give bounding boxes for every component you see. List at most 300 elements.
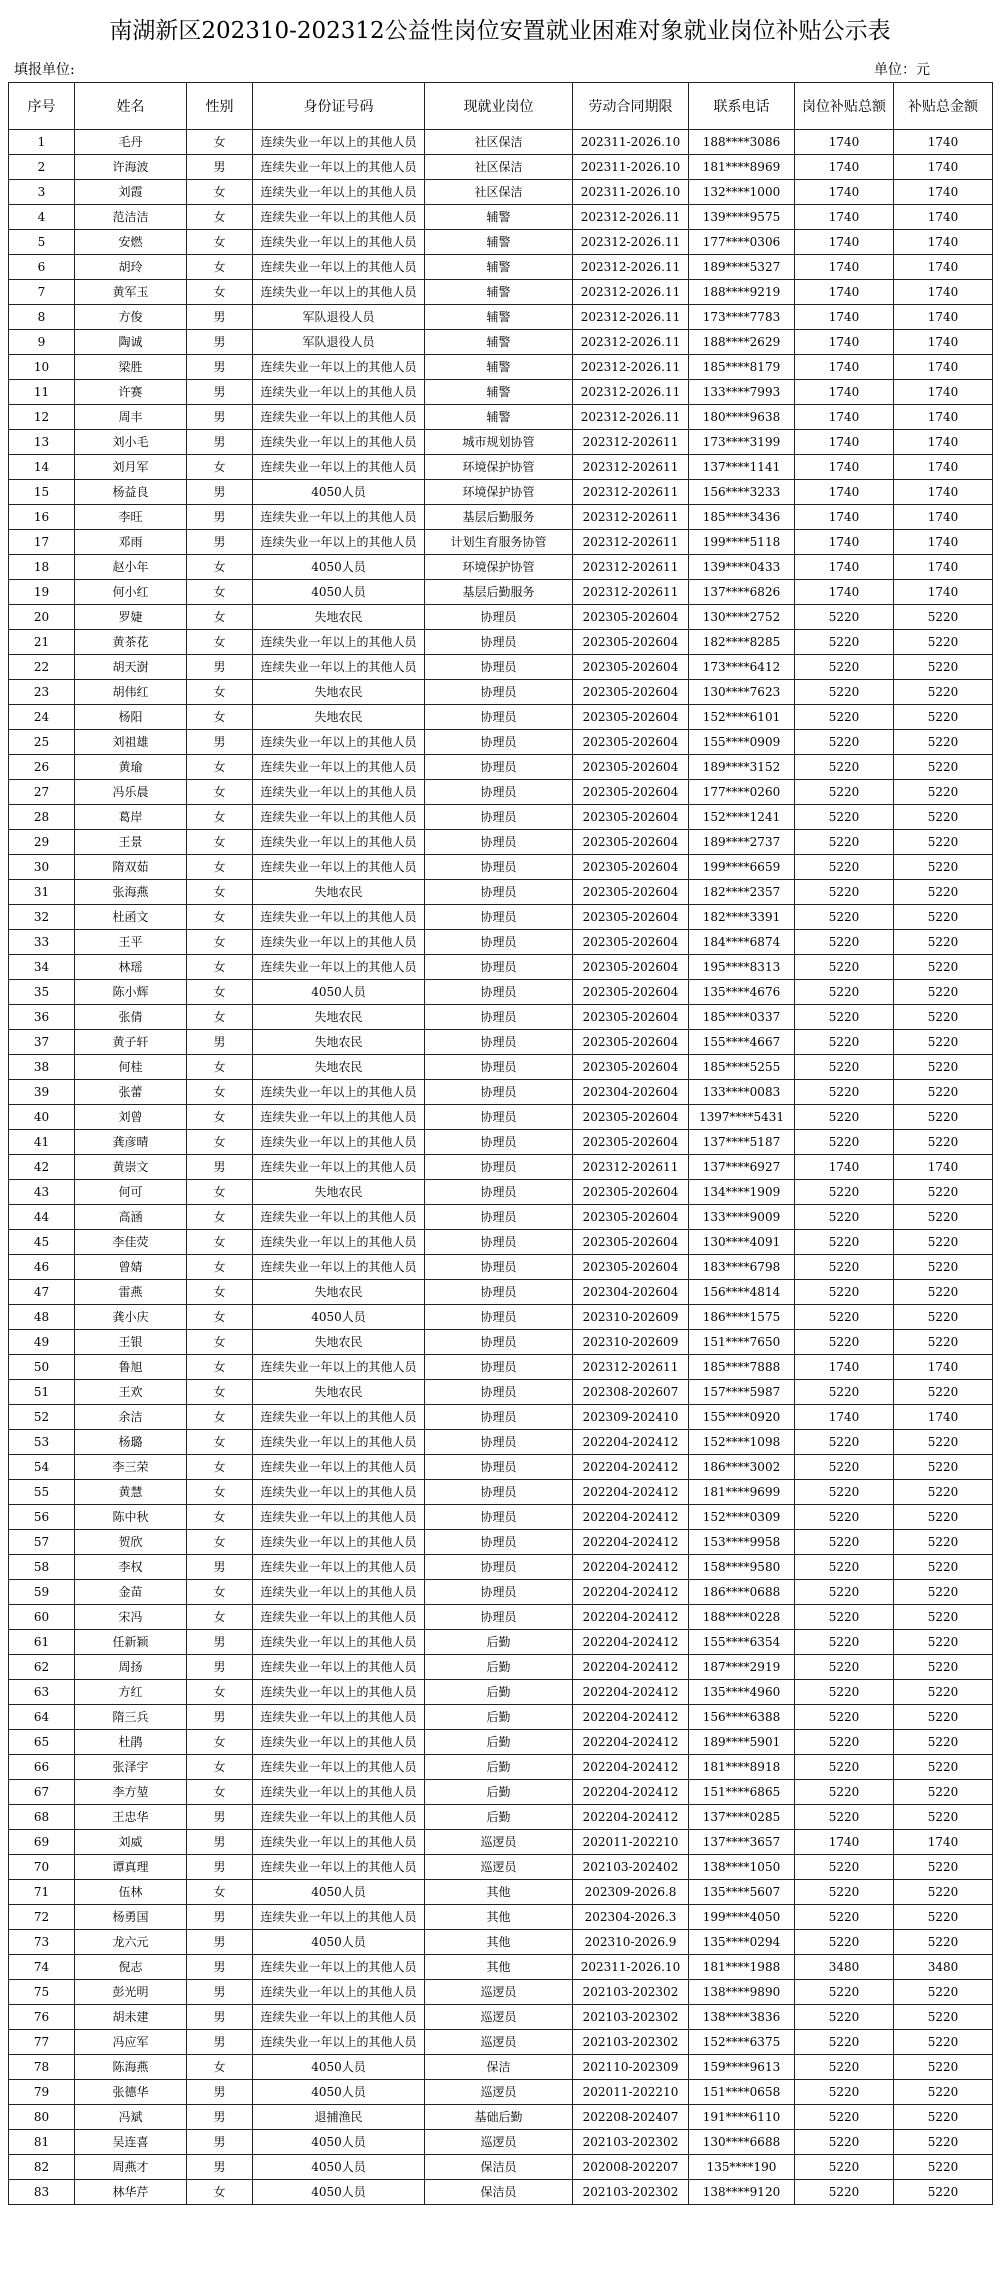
id-category-cell: 失地农民	[253, 1055, 425, 1080]
id-category-cell: 4050人员	[253, 2130, 425, 2155]
gender-cell: 女	[187, 1280, 253, 1305]
phone-cell: 199****4050	[689, 1905, 795, 1930]
id-category-cell: 连续失业一年以上的其他人员	[253, 1530, 425, 1555]
name-cell: 隋双茹	[75, 855, 187, 880]
row-number-cell: 78	[9, 2055, 75, 2080]
phone-cell: 156****3233	[689, 480, 795, 505]
row-number-cell: 36	[9, 1005, 75, 1030]
name-cell: 王欢	[75, 1380, 187, 1405]
row-number-cell: 82	[9, 2155, 75, 2180]
row-number-cell: 11	[9, 380, 75, 405]
id-category-cell: 4050人员	[253, 555, 425, 580]
row-number-cell: 75	[9, 1980, 75, 2005]
name-cell: 范洁洁	[75, 205, 187, 230]
gender-cell: 女	[187, 1105, 253, 1130]
position-subsidy-cell: 5220	[795, 2105, 894, 2130]
current-position-cell: 协理员	[425, 1430, 573, 1455]
row-number-cell: 66	[9, 1755, 75, 1780]
current-position-cell: 巡逻员	[425, 1980, 573, 2005]
contract-period-cell: 202204-202412	[573, 1780, 689, 1805]
phone-cell: 195****8313	[689, 955, 795, 980]
name-cell: 胡伟红	[75, 680, 187, 705]
position-subsidy-cell: 5220	[795, 730, 894, 755]
current-position-cell: 辅警	[425, 255, 573, 280]
name-cell: 宋冯	[75, 1605, 187, 1630]
row-number-cell: 65	[9, 1730, 75, 1755]
name-cell: 黄茶花	[75, 630, 187, 655]
current-position-cell: 巡逻员	[425, 2005, 573, 2030]
name-cell: 杨益良	[75, 480, 187, 505]
current-position-cell: 巡逻员	[425, 2080, 573, 2105]
current-position-cell: 协理员	[425, 855, 573, 880]
id-category-cell: 4050人员	[253, 2155, 425, 2180]
contract-period-cell: 202204-202412	[573, 1430, 689, 1455]
total-subsidy-cell: 5220	[894, 1755, 993, 1780]
phone-cell: 185****0337	[689, 1005, 795, 1030]
position-subsidy-cell: 5220	[795, 805, 894, 830]
contract-period-cell: 202312-202611	[573, 455, 689, 480]
id-category-cell: 连续失业一年以上的其他人员	[253, 2005, 425, 2030]
row-number-cell: 14	[9, 455, 75, 480]
phone-cell: 156****4814	[689, 1280, 795, 1305]
table-row	[9, 1480, 993, 1505]
row-number-cell: 17	[9, 530, 75, 555]
id-category-cell: 连续失业一年以上的其他人员	[253, 1780, 425, 1805]
row-number-cell: 1	[9, 130, 75, 155]
name-cell: 方俊	[75, 305, 187, 330]
total-subsidy-cell: 5220	[894, 1455, 993, 1480]
phone-cell: 155****6354	[689, 1630, 795, 1655]
currency-unit-label: 单位：元	[874, 62, 930, 78]
id-category-cell: 退捕渔民	[253, 2105, 425, 2130]
header-cell: 身份证号码	[253, 83, 425, 130]
page-title: 南湖新区202310-202312公益性岗位安置就业困难对象就业岗位补贴公示表	[109, 18, 891, 44]
name-cell: 安燃	[75, 230, 187, 255]
total-subsidy-cell: 5220	[894, 1505, 993, 1530]
gender-cell: 男	[187, 1930, 253, 1955]
contract-period-cell: 202204-202412	[573, 1505, 689, 1530]
current-position-cell: 基础后勤	[425, 2105, 573, 2130]
phone-cell: 137****6927	[689, 1155, 795, 1180]
current-position-cell: 其他	[425, 1880, 573, 1905]
position-subsidy-cell: 5220	[795, 1205, 894, 1230]
name-cell: 杨阳	[75, 705, 187, 730]
gender-cell: 女	[187, 1055, 253, 1080]
current-position-cell: 其他	[425, 1930, 573, 1955]
total-subsidy-cell: 5220	[894, 1180, 993, 1205]
name-cell: 冯应军	[75, 2030, 187, 2055]
contract-period-cell: 202305-202604	[573, 855, 689, 880]
current-position-cell: 协理员	[425, 780, 573, 805]
row-number-cell: 13	[9, 430, 75, 455]
name-cell: 王银	[75, 1330, 187, 1355]
position-subsidy-cell: 5220	[795, 1055, 894, 1080]
id-category-cell: 连续失业一年以上的其他人员	[253, 505, 425, 530]
name-cell: 谭真理	[75, 1855, 187, 1880]
gender-cell: 女	[187, 1530, 253, 1555]
contract-period-cell: 202309-202410	[573, 1405, 689, 1430]
gender-cell: 女	[187, 905, 253, 930]
total-subsidy-cell: 1740	[894, 1155, 993, 1180]
name-cell: 刘小毛	[75, 430, 187, 455]
table-row	[9, 2155, 993, 2180]
contract-period-cell: 202204-202412	[573, 1655, 689, 1680]
id-category-cell: 4050人员	[253, 580, 425, 605]
table-row	[9, 805, 993, 830]
name-cell: 张德华	[75, 2080, 187, 2105]
table-row	[9, 780, 993, 805]
total-subsidy-cell: 5220	[894, 1605, 993, 1630]
contract-period-cell: 202008-202207	[573, 2155, 689, 2180]
contract-period-cell: 202103-202302	[573, 2130, 689, 2155]
position-subsidy-cell: 5220	[795, 1330, 894, 1355]
phone-cell: 157****5987	[689, 1380, 795, 1405]
gender-cell: 女	[187, 605, 253, 630]
gender-cell: 女	[187, 580, 253, 605]
contract-period-cell: 202204-202412	[573, 1555, 689, 1580]
table-row	[9, 1030, 993, 1055]
total-subsidy-cell: 5220	[894, 1630, 993, 1655]
position-subsidy-cell: 5220	[795, 1855, 894, 1880]
row-number-cell: 53	[9, 1430, 75, 1455]
gender-cell: 女	[187, 1180, 253, 1205]
position-subsidy-cell: 1740	[795, 530, 894, 555]
row-number-cell: 64	[9, 1705, 75, 1730]
gender-cell: 男	[187, 480, 253, 505]
phone-cell: 155****0909	[689, 730, 795, 755]
contract-period-cell: 202305-202604	[573, 655, 689, 680]
gender-cell: 男	[187, 2155, 253, 2180]
phone-cell: 153****9958	[689, 1530, 795, 1555]
current-position-cell: 辅警	[425, 205, 573, 230]
phone-cell: 134****1909	[689, 1180, 795, 1205]
current-position-cell: 协理员	[425, 1455, 573, 1480]
table-row	[9, 680, 993, 705]
name-cell: 隋三兵	[75, 1705, 187, 1730]
table-row	[9, 1205, 993, 1230]
row-number-cell: 28	[9, 805, 75, 830]
position-subsidy-cell: 5220	[795, 1680, 894, 1705]
table-row	[9, 1655, 993, 1680]
position-subsidy-cell: 5220	[795, 1305, 894, 1330]
subheader	[8, 58, 992, 82]
current-position-cell: 协理员	[425, 1105, 573, 1130]
id-category-cell: 连续失业一年以上的其他人员	[253, 1905, 425, 1930]
position-subsidy-cell: 5220	[795, 1530, 894, 1555]
row-number-cell: 7	[9, 280, 75, 305]
row-number-cell: 12	[9, 405, 75, 430]
name-cell: 周丰	[75, 405, 187, 430]
name-cell: 葛岸	[75, 805, 187, 830]
row-number-cell: 20	[9, 605, 75, 630]
gender-cell: 女	[187, 1880, 253, 1905]
total-subsidy-cell: 1740	[894, 380, 993, 405]
contract-period-cell: 202305-202604	[573, 955, 689, 980]
name-cell: 陶诚	[75, 330, 187, 355]
table-row	[9, 2005, 993, 2030]
id-category-cell: 连续失业一年以上的其他人员	[253, 1480, 425, 1505]
id-category-cell: 连续失业一年以上的其他人员	[253, 1455, 425, 1480]
current-position-cell: 协理员	[425, 1230, 573, 1255]
phone-cell: 155****0920	[689, 1405, 795, 1430]
header-cell: 姓名	[75, 83, 187, 130]
position-subsidy-cell: 5220	[795, 605, 894, 630]
position-subsidy-cell: 5220	[795, 680, 894, 705]
id-category-cell: 连续失业一年以上的其他人员	[253, 1605, 425, 1630]
table-row	[9, 1155, 993, 1180]
id-category-cell: 连续失业一年以上的其他人员	[253, 380, 425, 405]
contract-period-cell: 202204-202412	[573, 1680, 689, 1705]
name-cell: 黄子轩	[75, 1030, 187, 1055]
id-category-cell: 连续失业一年以上的其他人员	[253, 905, 425, 930]
row-number-cell: 8	[9, 305, 75, 330]
total-subsidy-cell: 1740	[894, 205, 993, 230]
total-subsidy-cell: 1740	[894, 355, 993, 380]
row-number-cell: 31	[9, 880, 75, 905]
total-subsidy-cell: 5220	[894, 1655, 993, 1680]
position-subsidy-cell: 1740	[795, 455, 894, 480]
contract-period-cell: 202103-202302	[573, 1980, 689, 2005]
table-row	[9, 1780, 993, 1805]
position-subsidy-cell: 5220	[795, 880, 894, 905]
position-subsidy-cell: 5220	[795, 980, 894, 1005]
position-subsidy-cell: 5220	[795, 1280, 894, 1305]
position-subsidy-cell: 5220	[795, 855, 894, 880]
position-subsidy-cell: 1740	[795, 1155, 894, 1180]
id-category-cell: 连续失业一年以上的其他人员	[253, 1255, 425, 1280]
current-position-cell: 基层后勤服务	[425, 580, 573, 605]
phone-cell: 158****9580	[689, 1555, 795, 1580]
gender-cell: 女	[187, 830, 253, 855]
row-number-cell: 47	[9, 1280, 75, 1305]
phone-cell: 189****5901	[689, 1730, 795, 1755]
phone-cell: 186****0688	[689, 1580, 795, 1605]
phone-cell: 199****6659	[689, 855, 795, 880]
position-subsidy-cell: 5220	[795, 1130, 894, 1155]
total-subsidy-cell: 1740	[894, 1355, 993, 1380]
id-category-cell: 失地农民	[253, 705, 425, 730]
total-subsidy-cell: 5220	[894, 1780, 993, 1805]
id-category-cell: 连续失业一年以上的其他人员	[253, 1630, 425, 1655]
id-category-cell: 连续失业一年以上的其他人员	[253, 1680, 425, 1705]
id-category-cell: 军队退役人员	[253, 330, 425, 355]
table-row	[9, 155, 993, 180]
phone-cell: 135****5607	[689, 1880, 795, 1905]
current-position-cell: 协理员	[425, 655, 573, 680]
name-cell: 刘威	[75, 1830, 187, 1855]
phone-cell: 185****7888	[689, 1355, 795, 1380]
contract-period-cell: 202305-202604	[573, 630, 689, 655]
total-subsidy-cell: 1740	[894, 155, 993, 180]
id-category-cell: 连续失业一年以上的其他人员	[253, 1555, 425, 1580]
position-subsidy-cell: 1740	[795, 1830, 894, 1855]
position-subsidy-cell: 5220	[795, 1230, 894, 1255]
phone-cell: 151****6865	[689, 1780, 795, 1805]
gender-cell: 男	[187, 1955, 253, 1980]
total-subsidy-cell: 5220	[894, 930, 993, 955]
gender-cell: 女	[187, 555, 253, 580]
total-subsidy-cell: 1740	[894, 530, 993, 555]
contract-period-cell: 202305-202604	[573, 1030, 689, 1055]
phone-cell: 133****7993	[689, 380, 795, 405]
gender-cell: 女	[187, 705, 253, 730]
phone-cell: 138****1050	[689, 1855, 795, 1880]
position-subsidy-cell: 1740	[795, 255, 894, 280]
position-subsidy-cell: 1740	[795, 130, 894, 155]
id-category-cell: 连续失业一年以上的其他人员	[253, 230, 425, 255]
row-number-cell: 39	[9, 1080, 75, 1105]
current-position-cell: 环境保护协管	[425, 555, 573, 580]
phone-cell: 188****3086	[689, 130, 795, 155]
table-row	[9, 730, 993, 755]
row-number-cell: 60	[9, 1605, 75, 1630]
total-subsidy-cell: 5220	[894, 1680, 993, 1705]
row-number-cell: 9	[9, 330, 75, 355]
gender-cell: 女	[187, 455, 253, 480]
contract-period-cell: 202204-202412	[573, 1730, 689, 1755]
contract-period-cell: 202305-202604	[573, 1005, 689, 1030]
current-position-cell: 协理员	[425, 805, 573, 830]
current-position-cell: 协理员	[425, 680, 573, 705]
row-number-cell: 77	[9, 2030, 75, 2055]
table-row	[9, 1380, 993, 1405]
current-position-cell: 辅警	[425, 405, 573, 430]
header-cell: 现就业岗位	[425, 83, 573, 130]
name-cell: 雷燕	[75, 1280, 187, 1305]
phone-cell: 155****4667	[689, 1030, 795, 1055]
position-subsidy-cell: 1740	[795, 555, 894, 580]
id-category-cell: 连续失业一年以上的其他人员	[253, 1830, 425, 1855]
gender-cell: 女	[187, 680, 253, 705]
total-subsidy-cell: 5220	[894, 880, 993, 905]
gender-cell: 男	[187, 1555, 253, 1580]
row-number-cell: 68	[9, 1805, 75, 1830]
subsidy-table	[8, 82, 993, 2205]
total-subsidy-cell: 5220	[894, 755, 993, 780]
phone-cell: 189****5327	[689, 255, 795, 280]
gender-cell: 女	[187, 1680, 253, 1705]
phone-cell: 159****9613	[689, 2055, 795, 2080]
row-number-cell: 49	[9, 1330, 75, 1355]
name-cell: 罗婕	[75, 605, 187, 630]
table-row	[9, 1580, 993, 1605]
contract-period-cell: 202310-2026.9	[573, 1930, 689, 1955]
gender-cell: 女	[187, 1230, 253, 1255]
table-row	[9, 2080, 993, 2105]
phone-cell: 191****6110	[689, 2105, 795, 2130]
row-number-cell: 32	[9, 905, 75, 930]
phone-cell: 181****8969	[689, 155, 795, 180]
current-position-cell: 环境保护协管	[425, 480, 573, 505]
position-subsidy-cell: 5220	[795, 1580, 894, 1605]
current-position-cell: 城市规划协管	[425, 430, 573, 455]
name-cell: 龚彦晴	[75, 1130, 187, 1155]
total-subsidy-cell: 1740	[894, 1830, 993, 1855]
phone-cell: 173****3199	[689, 430, 795, 455]
contract-period-cell: 202312-202611	[573, 480, 689, 505]
contract-period-cell: 202312-202611	[573, 580, 689, 605]
table-row	[9, 630, 993, 655]
current-position-cell: 协理员	[425, 1380, 573, 1405]
total-subsidy-cell: 5220	[894, 630, 993, 655]
id-category-cell: 连续失业一年以上的其他人员	[253, 1430, 425, 1455]
row-number-cell: 80	[9, 2105, 75, 2130]
contract-period-cell: 202304-202604	[573, 1280, 689, 1305]
name-cell: 李方堃	[75, 1780, 187, 1805]
row-number-cell: 57	[9, 1530, 75, 1555]
position-subsidy-cell: 5220	[795, 1605, 894, 1630]
current-position-cell: 协理员	[425, 1205, 573, 1230]
current-position-cell: 协理员	[425, 730, 573, 755]
contract-period-cell: 202312-2026.11	[573, 280, 689, 305]
phone-cell: 133****0083	[689, 1080, 795, 1105]
current-position-cell: 辅警	[425, 330, 573, 355]
current-position-cell: 保洁员	[425, 2155, 573, 2180]
row-number-cell: 69	[9, 1830, 75, 1855]
table-row	[9, 555, 993, 580]
gender-cell: 男	[187, 1980, 253, 2005]
contract-period-cell: 202011-202210	[573, 1830, 689, 1855]
name-cell: 陈小辉	[75, 980, 187, 1005]
gender-cell: 女	[187, 1455, 253, 1480]
phone-cell: 182****2357	[689, 880, 795, 905]
current-position-cell: 计划生育服务协管	[425, 530, 573, 555]
table-row	[9, 1430, 993, 1455]
total-subsidy-cell: 5220	[894, 1980, 993, 2005]
id-category-cell: 4050人员	[253, 1305, 425, 1330]
total-subsidy-cell: 5220	[894, 2105, 993, 2130]
gender-cell: 女	[187, 1305, 253, 1330]
position-subsidy-cell: 1740	[795, 180, 894, 205]
phone-cell: 199****5118	[689, 530, 795, 555]
phone-cell: 185****8179	[689, 355, 795, 380]
name-cell: 李佳荧	[75, 1230, 187, 1255]
table-row	[9, 180, 993, 205]
current-position-cell: 协理员	[425, 1005, 573, 1030]
contract-period-cell: 202204-202412	[573, 1580, 689, 1605]
name-cell: 冯乐晨	[75, 780, 187, 805]
row-number-cell: 34	[9, 955, 75, 980]
contract-period-cell: 202305-202604	[573, 705, 689, 730]
contract-period-cell: 202312-2026.11	[573, 305, 689, 330]
table-row	[9, 1855, 993, 1880]
contract-period-cell: 202103-202302	[573, 2005, 689, 2030]
position-subsidy-cell: 5220	[795, 1480, 894, 1505]
contract-period-cell: 202312-202611	[573, 555, 689, 580]
contract-period-cell: 202208-202407	[573, 2105, 689, 2130]
phone-cell: 181****8918	[689, 1755, 795, 1780]
total-subsidy-cell: 5220	[894, 1530, 993, 1555]
table-row	[9, 1305, 993, 1330]
contract-period-cell: 202204-202412	[573, 1755, 689, 1780]
position-subsidy-cell: 5220	[795, 1005, 894, 1030]
position-subsidy-cell: 5220	[795, 1780, 894, 1805]
contract-period-cell: 202305-202604	[573, 805, 689, 830]
contract-period-cell: 202312-202611	[573, 505, 689, 530]
total-subsidy-cell: 5220	[894, 1855, 993, 1880]
gender-cell: 女	[187, 1405, 253, 1430]
total-subsidy-cell: 5220	[894, 1705, 993, 1730]
current-position-cell: 辅警	[425, 355, 573, 380]
current-position-cell: 其他	[425, 1955, 573, 1980]
current-position-cell: 协理员	[425, 630, 573, 655]
gender-cell: 男	[187, 1805, 253, 1830]
contract-period-cell: 202103-202302	[573, 2030, 689, 2055]
phone-cell: 138****9890	[689, 1980, 795, 2005]
table-row	[9, 605, 993, 630]
total-subsidy-cell: 1740	[894, 280, 993, 305]
gender-cell: 男	[187, 2130, 253, 2155]
